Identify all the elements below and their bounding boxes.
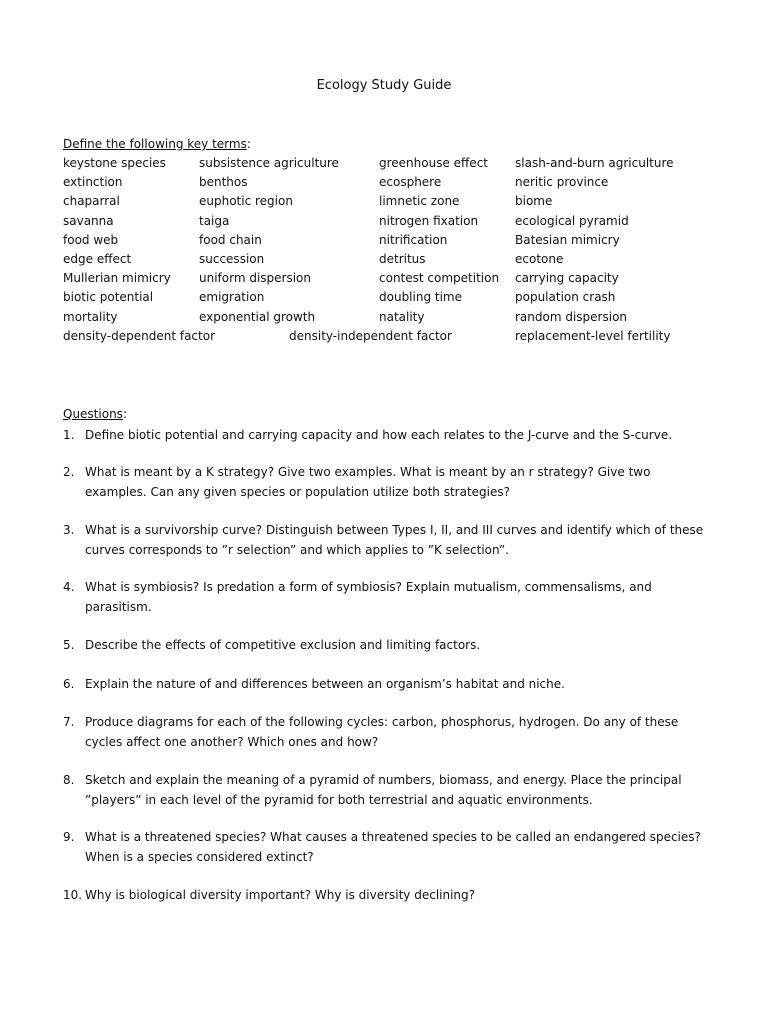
- term: mortality: [63, 309, 118, 324]
- term: exponential growth: [199, 309, 316, 324]
- term: biotic potential: [63, 290, 154, 305]
- key-terms-heading-colon: :: [246, 137, 251, 151]
- question-item: [63, 828, 713, 867]
- term-row: [63, 328, 723, 347]
- questions-heading-text: Questions: [63, 407, 123, 421]
- term-row: [63, 232, 723, 251]
- question-text: What is a threatened species? What causes a threatened species to be called an endangered species? When is a species considered extinct?: [85, 830, 701, 864]
- question-number: 9.: [63, 830, 75, 844]
- question-item: [63, 886, 713, 906]
- question-number: 5.: [63, 638, 75, 652]
- term: slash-and-burn agriculture: [515, 156, 674, 170]
- term-row: [63, 213, 723, 232]
- term: euphotic region: [199, 194, 293, 209]
- term: uniform dispersion: [199, 271, 312, 286]
- term: limnetic zone: [379, 194, 460, 209]
- question-item: [63, 636, 713, 656]
- question-number: 7.: [63, 715, 75, 729]
- question-number: 3.: [63, 523, 75, 537]
- term: ecotone: [515, 251, 564, 266]
- term: density-dependent factor: [63, 328, 216, 343]
- term: nitrification: [379, 232, 448, 247]
- question-item: [63, 521, 713, 560]
- term-row: [63, 251, 723, 270]
- term: chaparral: [63, 194, 120, 209]
- term: savanna: [63, 213, 114, 228]
- term: natality: [379, 309, 425, 324]
- term: food web: [63, 232, 119, 247]
- term: neritic province: [515, 175, 609, 190]
- term: food chain: [199, 232, 262, 247]
- document-title: Ecology Study Guide: [316, 78, 452, 93]
- term: edge effect: [63, 251, 132, 266]
- term-row: [63, 193, 723, 212]
- question-text: Produce diagrams for each of the following cycles: carbon, phosphorus, hydrogen. Do any of these cycles affect one another? Which ones and how?: [85, 715, 679, 749]
- term: keystone species: [63, 156, 166, 170]
- term: Mullerian mimicry: [63, 271, 171, 286]
- term-row: [63, 174, 723, 193]
- question-number: 4.: [63, 580, 75, 594]
- term: emigration: [199, 290, 265, 305]
- term: density-independent factor: [289, 328, 452, 343]
- term: extinction: [63, 175, 123, 190]
- question-item: [63, 578, 713, 617]
- term: ecosphere: [379, 175, 442, 190]
- question-text: Why is biological diversity important? Why is diversity declining?: [85, 888, 476, 902]
- question-number: 1.: [63, 428, 75, 442]
- question-item: [63, 675, 713, 695]
- term-row: [63, 309, 723, 328]
- question-number: 2.: [63, 465, 75, 479]
- term: doubling time: [379, 290, 462, 305]
- term-row: [63, 289, 723, 308]
- term: population crash: [515, 290, 616, 305]
- term-row: [63, 155, 723, 174]
- key-terms-table: [63, 155, 723, 347]
- question-item: [63, 426, 713, 446]
- question-text: Define biotic potential and carrying capacity and how each relates to the J-curve and the S-curve.: [85, 428, 673, 442]
- question-text: What is a survivorship curve? Distinguish between Types I, II, and III curves and identify which of these curves corresponds to ”r selection” and which applies to ”K selection”.: [85, 523, 704, 557]
- term: taiga: [199, 213, 230, 228]
- questions-heading: [63, 406, 127, 422]
- question-item: [63, 713, 713, 752]
- question-item: [63, 771, 713, 810]
- question-item: [63, 463, 713, 502]
- term: carrying capacity: [515, 271, 619, 286]
- term: benthos: [199, 175, 248, 190]
- term: succession: [199, 251, 265, 266]
- term: contest competition: [379, 271, 500, 286]
- question-number: 10.: [63, 888, 83, 902]
- term: random dispersion: [515, 309, 628, 324]
- question-number: 8.: [63, 773, 75, 787]
- key-terms-heading: [63, 136, 251, 152]
- term-row: [63, 270, 723, 289]
- question-text: Explain the nature of and differences between an organism’s habitat and niche.: [85, 677, 565, 691]
- term: replacement-level fertility: [515, 328, 671, 343]
- questions-heading-colon: :: [122, 407, 127, 421]
- question-text: What is symbiosis? Is predation a form of symbiosis? Explain mutualism, commensalisms, and parasitism.: [85, 580, 652, 614]
- question-text: Describe the effects of competitive exclusion and limiting factors.: [85, 638, 481, 652]
- term: detritus: [379, 251, 426, 266]
- term: biome: [515, 194, 553, 209]
- term: subsistence agriculture: [199, 156, 339, 170]
- term: Batesian mimicry: [515, 232, 620, 247]
- term: greenhouse effect: [379, 156, 488, 170]
- key-terms-heading-text: Define the following key terms: [63, 137, 247, 151]
- term: nitrogen fixation: [379, 213, 479, 228]
- question-number: 6.: [63, 677, 75, 691]
- question-text: Sketch and explain the meaning of a pyramid of numbers, biomass, and energy. Place the principal ”players” in each level of the pyramid for both terrestrial and aquatic environments.: [85, 773, 682, 807]
- term: ecological pyramid: [515, 213, 629, 228]
- question-text: What is meant by a K strategy? Give two examples. What is meant by an r strategy? Give two examples. Can any given species or population utilize both strategies?: [85, 465, 651, 499]
